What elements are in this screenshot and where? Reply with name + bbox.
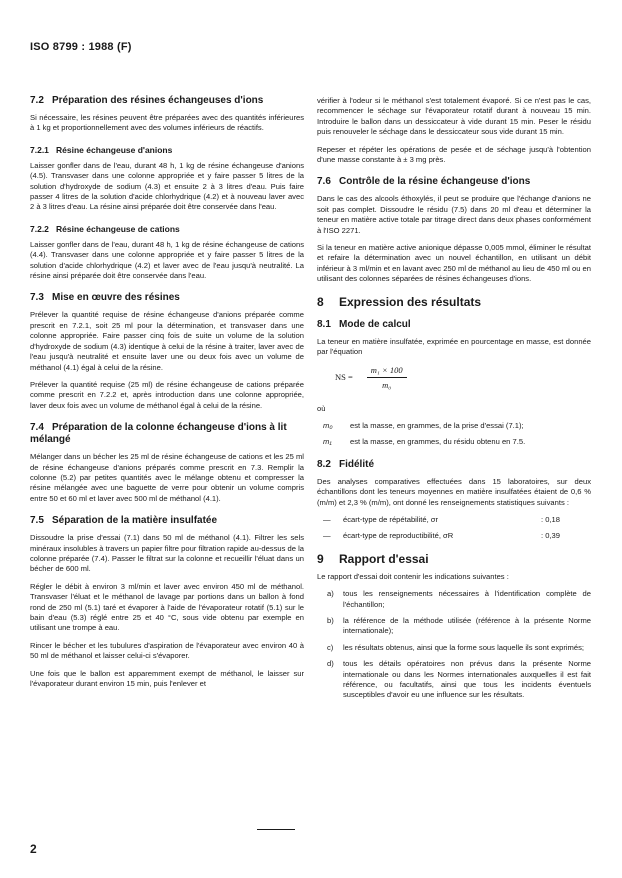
paragraph: Si nécessaire, les résines peuvent être préparées avec des quantités inférieures à 1 kg et proportionnellement avec des volumes inférieurs de réactifs. — [30, 113, 304, 133]
paragraph: Des analyses comparatives effectuées dans 15 laboratoires, sur deux échantillons dont les teneurs moyennes en matière insulfatées étaient de 0,6 % (m/m) et 2,3 % (m/m), ont donné les renseignements statistiques suivants : — [317, 476, 591, 507]
section-7-2-2 — [30, 224, 304, 282]
where-label: où — [317, 403, 326, 413]
clause-heading: 9 Rapport d'essai — [317, 551, 429, 566]
document-header: ISO 8799 : 1988 (F) — [30, 41, 132, 53]
paragraph: Si la teneur en matière active anionique dépasse 0,005 mmol, éliminer le résultat et refaire la détermination avec un nouvel échantillon, en utilisant un débit inférieur à 3 ml/min et en lavant avec 250 ml de méthanol au lieu de 450 ml ou en utilisant des colonnes séparées de résines échangeuses d'ions. — [317, 243, 591, 284]
symbol-definitions — [317, 421, 591, 448]
right-column — [317, 96, 591, 712]
paragraph: Dissoudre la prise d'essai (7.1) dans 50 ml de méthanol (4.1). Filtrer les sels minéraux insolubles à travers un papier filtre pour filtration rapide au-dessus de la colonne préparée (7.4). Passer le filtrat sur la colonne et recueillir l'éluat dans un bécher de 600 ml. — [30, 533, 304, 574]
section-heading: 8.2 Fidélité — [317, 458, 375, 470]
section-heading: 7.6 Contrôle de la résine échangeuse d'ions — [317, 176, 531, 188]
list-item: a) tous les renseignements nécessaires à l'identification complète de l'échantillon; — [327, 589, 591, 609]
section-8 — [317, 296, 591, 308]
section-7-5-continued — [317, 96, 591, 165]
left-column — [30, 95, 304, 700]
list-item: d) tous les détails opératoires non prévus dans la présente Norme internationale ou dans les Normes internationales auxquelles il est fait référence, ou facultatifs, ainsi que tous les incidents éventuels susceptibles d'avoir eu une influence sur les résultats. — [327, 659, 591, 700]
equation — [335, 365, 591, 390]
paragraph: La teneur en matière insulfatée, exprimée en pourcentage en masse, est donnée par l'équation — [317, 336, 591, 357]
fraction — [367, 365, 407, 390]
section-8-1 — [317, 319, 591, 448]
list-item: — écart-type de reproductibilité, σR : 0,39 — [323, 531, 560, 541]
section-7-6 — [317, 176, 591, 284]
section-7-5 — [30, 515, 304, 689]
paragraph: Dans le cas des alcools éthoxylés, il peut se produire que l'échange d'anions ne soit pas complet. Dissoudre le résidu (7.5) dans 20 ml d'eau et déterminer la teneur en matière active totale par titrage direct dans deux phases conformément à l'ISO 2271. — [317, 194, 591, 235]
list-item: b) la référence de la méthode utilisée (référence à la présente Norme internationale); — [327, 615, 591, 636]
footer-rule — [257, 829, 295, 830]
section-heading: 7.5 Séparation de la matière insulfatée — [30, 515, 218, 527]
list-item: — écart-type de répétabilité, σr : 0,18 — [323, 514, 560, 524]
page-number: 2 — [30, 842, 37, 856]
list-item: c) les résultats obtenus, ainsi que la forme sous laquelle ils sont exprimés; — [327, 642, 585, 652]
clause-heading: 8 Expression des résultats — [317, 294, 482, 309]
section-heading: 7.4 Préparation de la colonne échangeuse d'ions à lit mélangé — [30, 422, 287, 446]
section-heading: 8.1 Mode de calcul — [317, 318, 411, 330]
paragraph: Prélever la quantité requise (25 ml) de résine échangeuse de cations préparée comme prescrit en 7.2.2 et, après introduction dans une colonne appropriée, laver deux fois avec un volume de méthanol égal à celui de la résine. — [30, 379, 304, 410]
section-heading: 7.3 Mise en œuvre des résines — [30, 292, 180, 304]
section-7-2 — [30, 95, 304, 134]
fraction-numerator: m₁ × 100 — [367, 365, 407, 378]
paragraph: Repeser et répéter les opérations de pesée et de séchage jusqu'à l'obtention d'une masse constante à ± 3 mg près. — [317, 144, 591, 165]
paragraph: Prélever la quantité requise de résine échangeuse d'anions préparée comme prescrit en 7.2.1, soit 25 ml pour la détermination, et transvaser dans une colonne appropriée. Faire passer cinq fois de suite un volume de la solution d'hydroxyde de sodium (4.3) identique à celui de la résine à traiter, laver avec de l'eau jusqu'à neutralité et ensuite laver une ou deux fois avec un volume de méthanol (4.1) égal à celui de la résine. — [30, 310, 304, 372]
section-7-2-1 — [30, 145, 304, 213]
precision-list — [317, 515, 591, 542]
section-7-4 — [30, 422, 304, 504]
subsection-heading: 7.2.1 Résine échangeuse d'anions — [30, 144, 173, 155]
fraction-denominator: m₀ — [382, 379, 392, 390]
section-8-2 — [317, 459, 591, 542]
definition-row: m₀ est la masse, en grammes, de la prise d'essai (7.1); — [323, 420, 524, 430]
section-7-3 — [30, 292, 304, 411]
paragraph: Le rapport d'essai doit contenir les indications suivantes : — [317, 571, 509, 581]
paragraph: Régler le débit à environ 3 ml/min et laver avec environ 450 ml de méthanol. Transvaser l'éluat et le méthanol de lavage par portions dans un ballon à fond rond de 250 ml (5.1) taré et évaporer à l'aide de l'évaporateur rotatif (5.1) sur le bain d'eau (5.3) réglé entre 25 et 40 °C, sous vide obtenu par exemple en utilisant une trompe à eau. — [30, 581, 304, 633]
paragraph: vérifier à l'odeur si le méthanol s'est totalement évaporé. Si ce n'est pas le cas, recommencer le séchage sur l'évaporateur rotatif durant à nouveau 15 min. Introduire le ballon dans un dessiccateur à vide durant 15 min. Peser le résidu puis renouveler le séchage dans le dessiccateur sous vide durant 15 min. — [317, 96, 591, 137]
section-9 — [317, 553, 591, 701]
paragraph: Rincer le bécher et les tubulures d'aspiration de l'évaporateur avec environ 40 à 50 ml de méthanol et laisser celui-ci s'évaporer. — [30, 640, 304, 661]
paragraph: Une fois que le ballon est apparemment exempt de méthanol, le laisser sur l'évaporateur durant environ 15 min, puis l'enlever et — [30, 668, 304, 689]
paragraph: Laisser gonfler dans de l'eau, durant 48 h, 1 kg de résine échangeuse d'anions (4.5). Transvaser dans une colonne appropriée et y faire passer 5 litres de la solution d'hydroxyde de sodium (4.3) et ensuite 2 à 3 litres d'eau. Puis faire passer 4 litres de la solution d'acide chlorhydrique (4.2) et à nouveau laver avec 2 à 3 litres d'eau. La résine ainsi préparée doit être conservée dans l'eau. — [30, 160, 304, 212]
paragraph: Mélanger dans un bécher les 25 ml de résine échangeuse de cations et les 25 ml de résine échangeuse d'anions préparés comme prescrit en 7.3. Remplir la colonne (5.2) par petites quantités avec le mélange obtenu et compresser la résine mélangée avec une baguette de verre pour obtenir un volume compris entre 50 et 60 ml et laver avec 500 ml de méthanol (4.1). — [30, 452, 304, 503]
section-heading: 7.2 Préparation des résines échangeuses d'ions — [30, 95, 264, 106]
paragraph: Laisser gonfler dans de l'eau, durant 48 h, 1 kg de résine échangeuse de cations (4.4). Transvaser dans une colonne appropriée et y faire passer 5 litres de la solution d'acide chlorhydrique (4.2) et laver avec de l'eau jusqu'à neutralité. La résine ainsi préparée doit être conservée dans l'eau. — [30, 239, 304, 281]
equation-lhs: NS = — [335, 372, 353, 382]
definition-row: m₁ est la masse, en grammes, du résidu obtenu en 7.5. — [323, 437, 526, 447]
subsection-heading: 7.2.2 Résine échangeuse de cations — [30, 223, 180, 234]
